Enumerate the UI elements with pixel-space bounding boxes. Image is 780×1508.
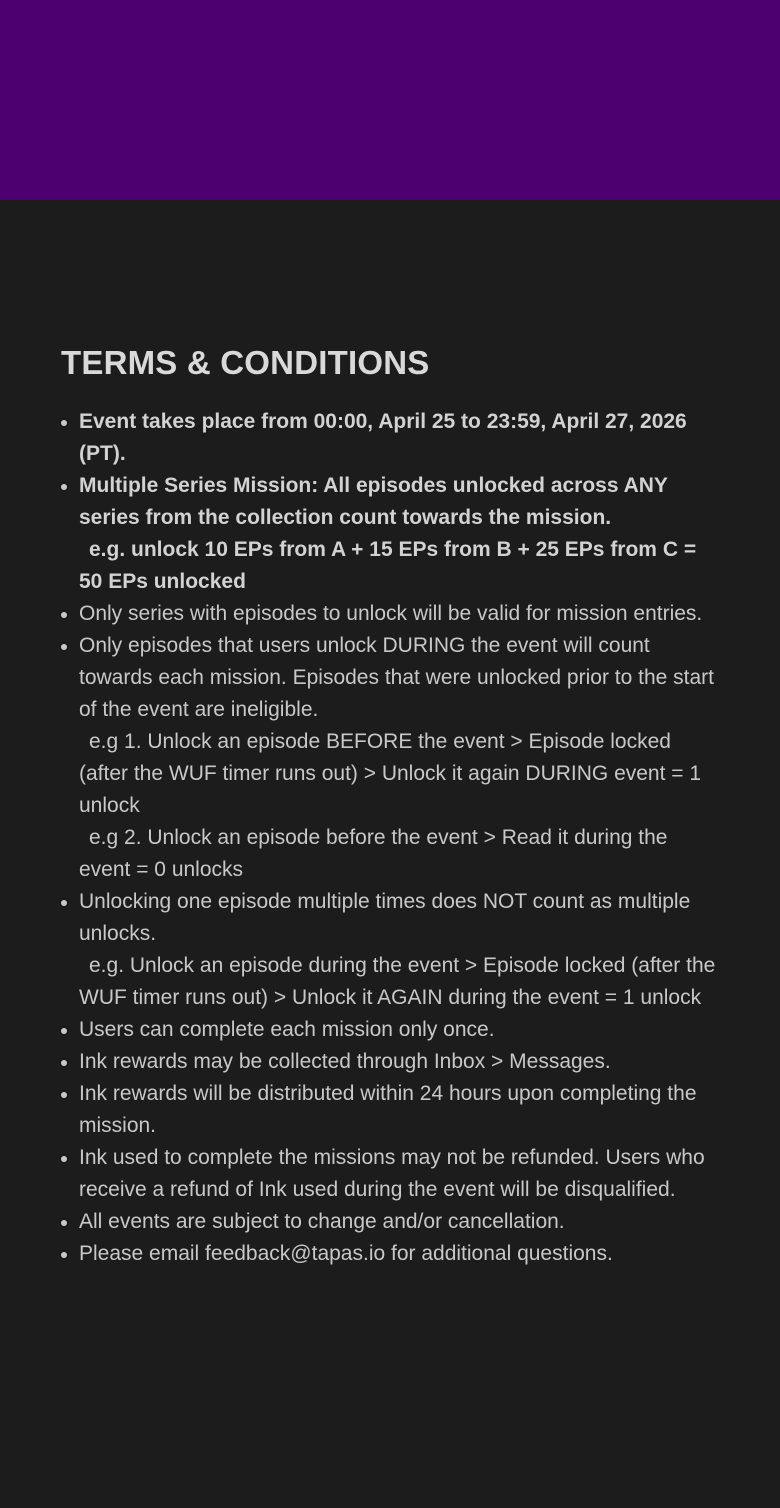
terms-item-text: Ink rewards will be distributed within 24 hours upon completing the mission. [79, 1082, 697, 1137]
terms-title: TERMS & CONDITIONS [61, 344, 430, 381]
header-banner [0, 0, 780, 200]
terms-item [61, 630, 721, 886]
terms-section [0, 200, 780, 1508]
terms-item [61, 1142, 721, 1206]
terms-item-text: Only episodes that users unlock DURING the event will count towards each mission. Episodes that were unlocked prior to the start of the event are ineligible. [79, 634, 714, 721]
terms-item [61, 886, 721, 1014]
terms-item [61, 470, 721, 598]
terms-item-text: Ink used to complete the missions may not be refunded. Users who receive a refund of Ink used during the event will be disqualified. [79, 1146, 705, 1201]
terms-item-example: e.g 1. Unlock an episode BEFORE the event > Episode locked (after the WUF timer runs out) > Unlock it again DURING event = 1 unlock [79, 730, 702, 817]
terms-item-example: e.g. Unlock an episode during the event > Episode locked (after the WUF timer runs out) > Unlock it AGAIN during the event = 1 unlock [79, 954, 716, 1009]
terms-item-text: Only series with episodes to unlock will be valid for mission entries. [79, 602, 703, 625]
terms-item-example: e.g 2. Unlock an episode before the event > Read it during the event = 0 unlocks [79, 826, 668, 881]
terms-item [61, 1014, 721, 1046]
terms-item-text: Please email feedback@tapas.io for additional questions. [79, 1242, 613, 1265]
terms-item-text: Multiple Series Mission: All episodes unlocked across ANY series from the collection count towards the mission. [79, 474, 668, 529]
terms-item-text: Users can complete each mission only once. [79, 1018, 495, 1041]
terms-item [61, 1206, 721, 1238]
terms-item [61, 598, 721, 630]
terms-item-text: Ink rewards may be collected through Inbox > Messages. [79, 1050, 611, 1073]
terms-item-text: Event takes place from 00:00, April 25 to 23:59, April 27, 2026 (PT). [79, 410, 687, 465]
terms-item [61, 406, 721, 470]
terms-item-example: e.g. unlock 10 EPs from A + 15 EPs from B + 25 EPs from C = 50 EPs unlocked [79, 538, 697, 593]
terms-list [61, 406, 721, 1270]
terms-item [61, 1078, 721, 1142]
terms-item [61, 1046, 721, 1078]
terms-item-text: All events are subject to change and/or cancellation. [79, 1210, 565, 1233]
terms-item-text: Unlocking one episode multiple times does NOT count as multiple unlocks. [79, 890, 691, 945]
terms-item [61, 1238, 721, 1270]
